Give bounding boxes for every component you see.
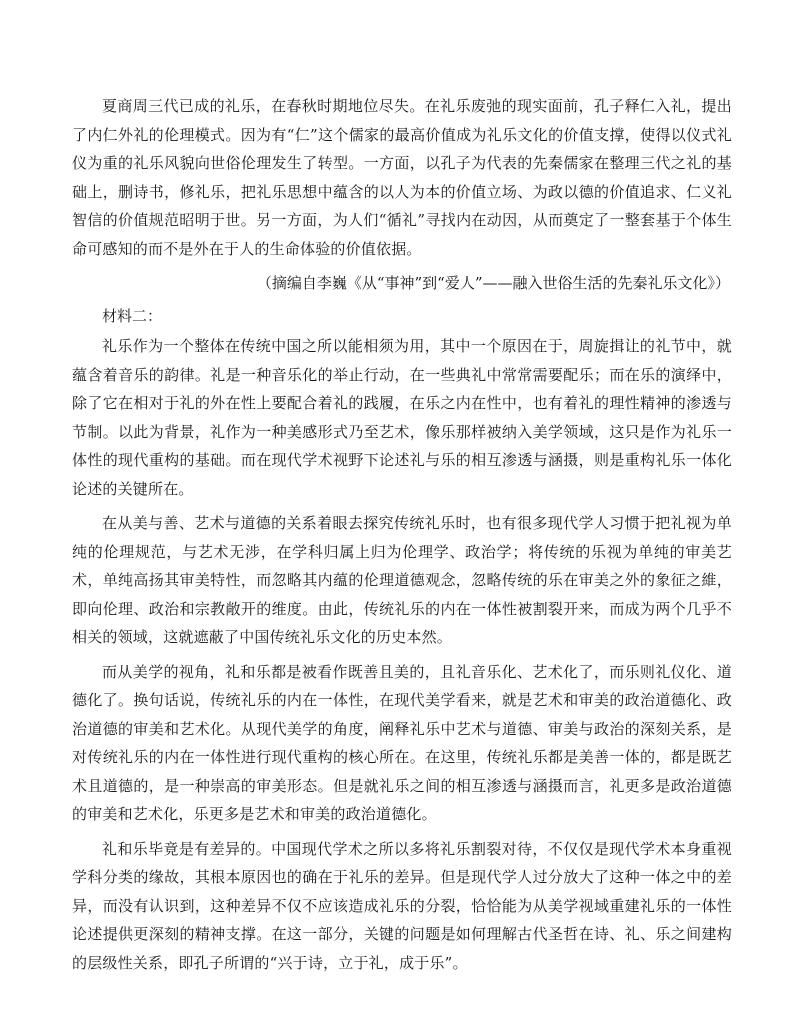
material-two-paragraph-3: 而从美学的视角，礼和乐都是被看作既善且美的，且礼音乐化、艺术化了，而乐则礼仪化、道德化了。换句话说，传统礼乐的内在一体性，在现代美学看来，就是艺术和审美的政治道德化、政治道德的审美和艺术化。从现代美学的角度，阐释礼乐中艺术与道德、审美与政治的深刻关系，是对传统礼乐的内在一体性进行现代重构的核心所在。在这里，传统礼乐都是美善一体的，都是既艺术且道德的，是一种崇高的审美形态。但是就礼乐之间的相互渗透与涵摄而言，礼更多是政治道德的审美和艺术化，乐更多是艺术和审美的政治道德化。 bbox=[72, 662, 732, 823]
material-one-paragraph: 夏商周三代已成的礼乐，在春秋时期地位尽失。在礼乐废弛的现实面前，孔子释仁入礼，提出了内仁外礼的伦理模式。因为有“仁”这个儒家的最高价值成为礼乐文化的价值支撑，使得以仪式礼仪为重的礼乐风貌向世俗伦理发生了转型。一方面，以孔子为代表的先秦儒家在整理三代之礼的基础上，删诗书，修礼乐，把礼乐思想中蕴含的以人为本的价值立场、为政以德的价值追求、仁义礼智信的价值规范昭明于世。另一方面，为人们“循礼”寻找内在动因，从而奠定了一整套基于个体生命可感知的而不是外在于人的生命体验的价值依据。 bbox=[72, 97, 732, 258]
document-page bbox=[72, 92, 732, 983]
material-two-label: 材料二： bbox=[102, 306, 163, 325]
material-two-paragraph-2: 在从美与善、艺术与道德的关系着眼去探究传统礼乐时，也有很多现代学人习惯于把礼视为单纯的伦理规范，与艺术无涉，在学科归属上归为伦理学、政治学；将传统的乐视为单纯的审美艺术，单纯高扬其审美特性，而忽略其内蕴的伦理道德观念，忽略传统的乐在审美之外的象征之維，即向伦理、政治和宗教敞开的维度。由此，传统礼乐的内在一体性被割裂开来，而成为两个几乎不相关的领域，这就遮蔽了中国传统礼乐文化的历史本然。 bbox=[72, 514, 732, 646]
material-two-paragraph-4: 礼和乐毕竟是有差异的。中国现代学术之所以多将礼乐割裂对待，不仅仅是现代学术本身重视学科分类的缘故，其根本原因也的确在于礼乐的差异。但是现代学人过分放大了这种一体之中的差异，而没有认识到，这种差异不仅不应该造成礼乐的分裂，恰恰能为从美学视域重建礼乐的一体性论述提供更深刻的精神支撑。在这一部分，关键的问题是如何理解古代圣哲在诗、礼、乐之间建构的层级性关系，即孔子所谓的“兴于诗，立于礼，成于乐”。 bbox=[72, 839, 732, 972]
source-citation: （摘编自李巍《从“事神”到“爱人”——融入世俗生活的先秦礼乐文化》） bbox=[256, 274, 730, 292]
material-two-paragraph-1: 礼乐作为一个整体在传统中国之所以能相须为用，其中一个原因在于，周旋揖让的礼节中，就蕴含着音乐的韵律。礼是一种音乐化的举止行动，在一些典礼中常常需要配乐；而在乐的演绎中，除了它在相对于礼的外在性上要配合着礼的践履，在乐之内在性中，也有着礼的理性精神的渗透与节制。以此为背景，礼作为一种美感形式乃至艺术，像乐那样被纳入美学领域，这只是作为礼乐一体性的现代重构的基础。而在现代学术视野下论述礼与乐的相互渗透与涵摄，则是重构礼乐一体化论述的关键所在。 bbox=[72, 337, 732, 498]
